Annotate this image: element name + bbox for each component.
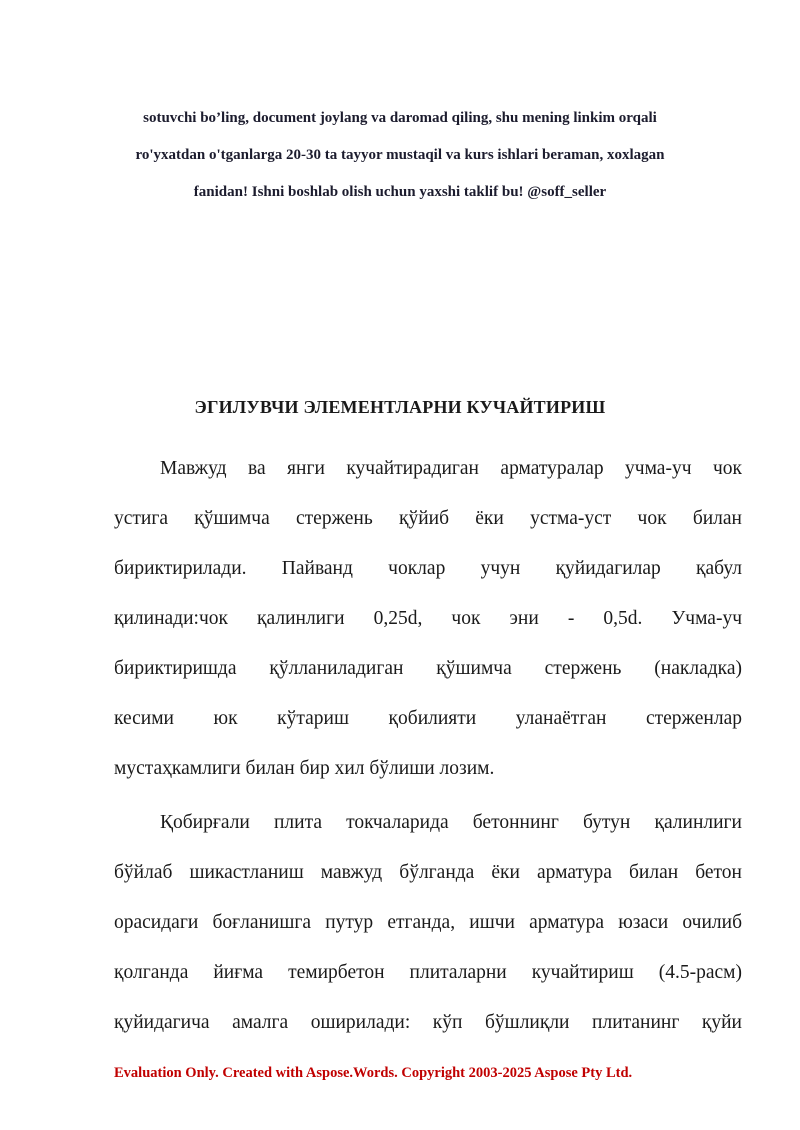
paragraph-line: кесими юк кўтариш қобилияти уланаётган стерженлар (114, 708, 742, 729)
paragraph-line: қилинади:чок қалинлиги 0,25d, чок эни - 0,5d. Учма-уч (114, 608, 742, 629)
promo-line: sotuvchi bo’ling, document joylang va daromad qiling, shu mening linkim orqali (143, 110, 657, 126)
paragraph-line: орасидаги боғланишга путур етганда, ишчи арматура юзаси очилиб (114, 912, 742, 933)
paragraph-line: бириктирилади. Пайванд чоклар учун қуйидагилар қабул (114, 558, 742, 579)
evaluation-watermark: Evaluation Only. Created with Aspose.Words. Copyright 2003-2025 Aspose Pty Ltd. (114, 1065, 633, 1081)
paragraph-2 (114, 798, 742, 1048)
paragraph-line: бириктиришда қўлланиладиган қўшимча стержень (накладка) (114, 658, 742, 679)
paragraph-line: устига қўшимча стержень қўйиб ёки устма-уст чок билан (114, 508, 742, 529)
paragraph-line: қуйидагича амалга оширилади: кўп бўшлиқли плитанинг қуйи (114, 1012, 742, 1033)
section-title: ЭГИЛУВЧИ ЭЛЕМЕНТЛАРНИ КУЧАЙТИРИШ (194, 397, 606, 417)
paragraph-line: қолганда йиғма темирбетон плиталарни кучайтириш (4.5-расм) (114, 962, 742, 983)
paragraph-line: Мавжуд ва янги кучайтирадиган арматуралар учма-уч чок (160, 458, 742, 479)
promo-line: fanidan! Ishni boshlab olish uchun yaxshi taklif bu! @soff_seller (193, 184, 607, 200)
promo-line: ro'yxatdan o'tganlarga 20-30 ta tayyor mustaqil va kurs ishlari beraman, xoxlagan (135, 147, 665, 163)
paragraph-line: Қобирғали плита токчаларида бетоннинг бутун қалинлиги (160, 812, 742, 833)
paragraph-line: мустаҳкамлиги билан бир хил бўлиши лозим. (114, 758, 495, 779)
paragraph-line: бўйлаб шикастланиш мавжуд бўлганда ёки арматура билан бетон (114, 862, 742, 883)
promo-text (110, 100, 690, 211)
paragraph-1 (114, 444, 742, 794)
